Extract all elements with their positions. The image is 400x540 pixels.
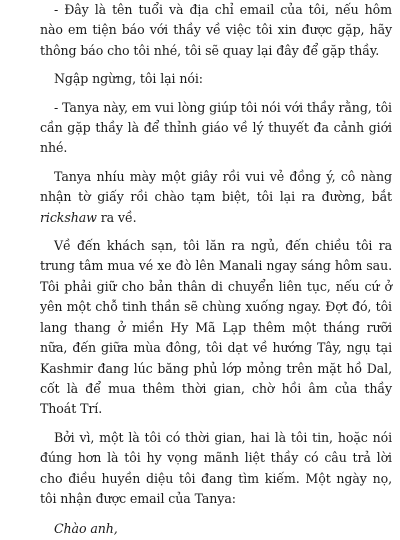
paragraph-hesitation: Ngập ngừng, tôi lại nói: bbox=[54, 71, 203, 87]
paragraph-request: - Tanya này, em vui lòng giúp tôi nói với thầy rằng, tôi cần gặp thầy là để thỉnh giáo về lý thuyết đa cảnh giới nhé. bbox=[40, 99, 392, 156]
paragraph-hope: Bởi vì, một là tôi có thời gian, hai là tôi tin, hoặc nói đúng hơn là tôi hy vọng mãnh liệt thầy có câu trả lời cho điều huyền diệu tôi đang tìm kiếm. Một ngày nọ, tôi nhận được email của Tanya: bbox=[40, 429, 392, 506]
paragraph-tanya-reply bbox=[40, 167, 392, 228]
email-greeting bbox=[40, 519, 392, 539]
paragraph-journey: Về đến khách sạn, tôi lăn ra ngủ, đến chiều tôi ra trung tâm mua vé xe đò lên Manali ngay sáng hôm sau. Tôi phải giữ cho bản thân di chuyển liên tục, nếu cứ ở yên một chỗ tinh thần sẽ chùng xuống ngay. Đợt đó, tôi lang thang ở miền Hy Mã Lạp thêm một tháng rưỡi nữa, đến giữa mùa đông, tôi dạt về hướng Tây, ngụ tại Kashmir đang lúc băng phủ lớp mỏng trên mặt hồ Dal, cốt là để mua thêm thời gian, chờ hồi âm của thầy Thoát Trí. bbox=[40, 238, 392, 417]
paragraph-email-note: - Đây là tên tuổi và địa chỉ email của tôi, nếu hôm nào em tiện báo với thầy về việc tôi xin được gặp, hãy thông báo cho tôi nhé, tôi sẽ quay lại đây để gặp thầy. bbox=[40, 2, 392, 58]
email-greeting-text: Chào anh, bbox=[54, 521, 118, 537]
paragraph-tanya-reply-text: Tanya nhíu mày một giây rồi vui vẻ đồng ý, cô nàng nhận tờ giấy rồi chào tạm biệt, tôi lại ra đường, bắt bbox=[40, 168, 392, 205]
paragraph-tanya-reply-end: ra về. bbox=[100, 209, 137, 225]
rickshaw-word: rickshaw bbox=[40, 209, 97, 225]
